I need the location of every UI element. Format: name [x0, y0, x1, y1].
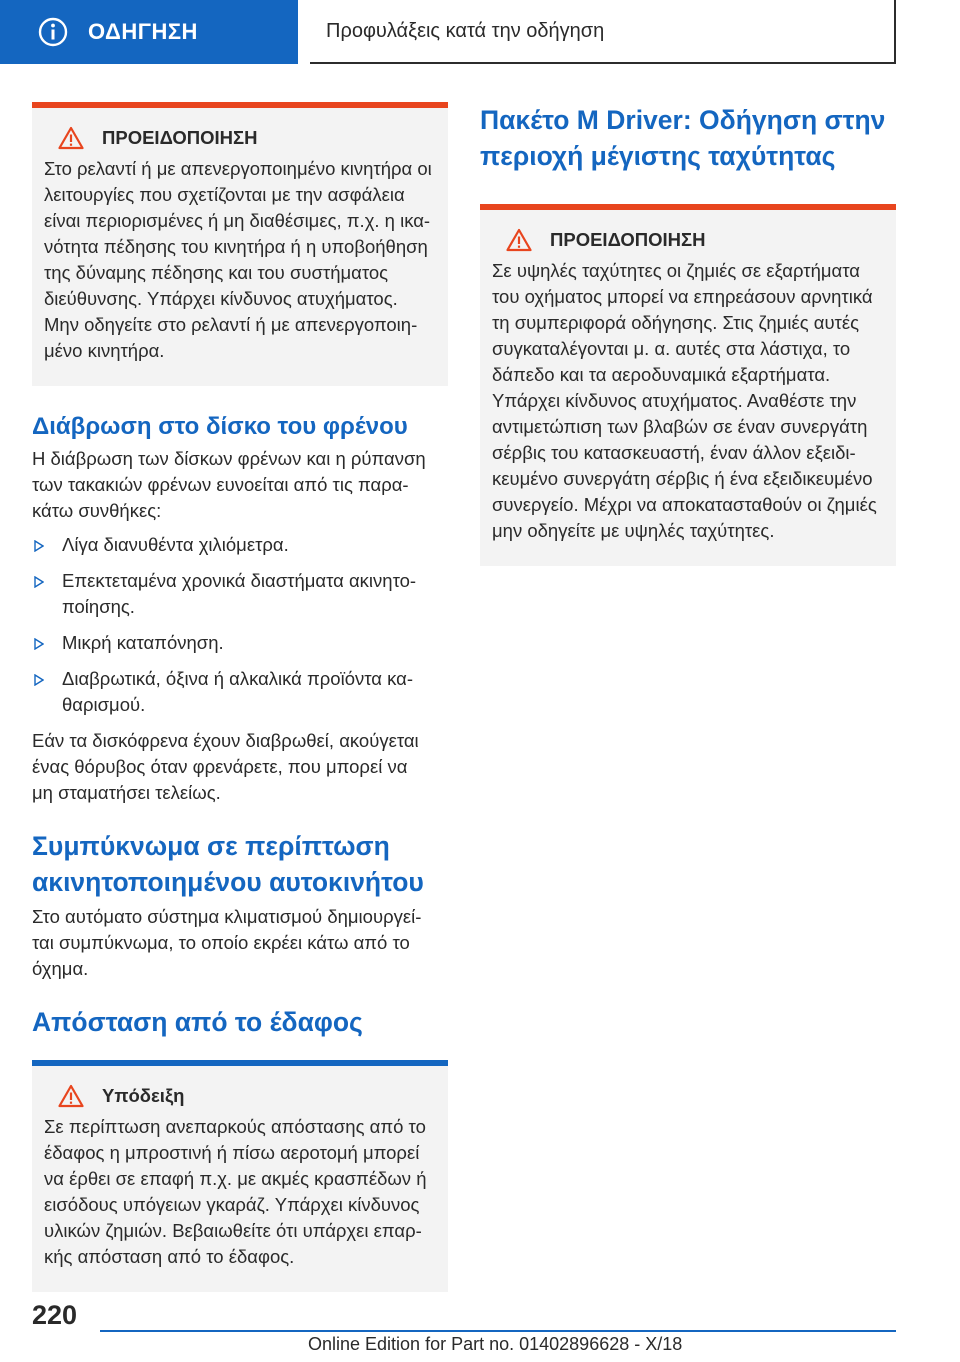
- warning-triangle-icon: [506, 228, 532, 252]
- bullet-triangle-icon: [34, 576, 44, 588]
- footer-divider: [100, 1330, 896, 1332]
- text-line: είναι περιορισμένες ή μη διαθέσιμες, π.χ. η ικα-: [44, 210, 431, 231]
- bullet-triangle-icon: [34, 638, 44, 650]
- header-section-tab: [0, 0, 298, 64]
- list-item: [32, 666, 448, 718]
- page-title: Προφυλάξεις κατά την οδήγηση: [326, 19, 605, 42]
- list-item: [32, 568, 448, 620]
- text-line: Στο αυτόματο σύστημα κλιματισμού δημιουργεί-: [32, 906, 422, 927]
- text-line: μην οδηγείτε με υψηλές ταχύτητες.: [492, 520, 775, 541]
- page-number: 220: [32, 1300, 78, 1330]
- warning-header: [506, 228, 884, 252]
- text-line: δάπεδο και τα αεροδυναμικά εξαρτήματα.: [492, 364, 831, 385]
- section-label: ΟΔΗΓΗΣΗ: [88, 19, 198, 44]
- edition-note: Online Edition for Part no. 01402896628 - X/18: [308, 1334, 683, 1354]
- text-line: συγκαταλέγονται μ. α. αυτές στα λάστιχα, το: [492, 338, 851, 359]
- text-line: Μικρή καταπόνηση.: [62, 632, 224, 653]
- heading-line: Πακέτο M Driver: Οδήγηση στην: [480, 105, 886, 135]
- text-line: τη συμπεριφορά οδήγησης. Στις ζημιές αυτές: [492, 312, 860, 333]
- text-line: συνεργείο. Μέχρι να αποκατασταθούν οι ζημιές: [492, 494, 877, 515]
- text-line: Εάν τα δισκόφρενα έχουν διαβρωθεί, ακούγεται: [32, 730, 419, 751]
- heading-line: Συμπύκνωμα σε περίπτωση: [32, 831, 390, 861]
- text-line: υλικών ζημιών. Βεβαιωθείτε ότι υπάρχει επαρ-: [44, 1220, 422, 1241]
- text-line: του οχήματος μπορεί να επηρεάσουν αρνητικά: [492, 286, 873, 307]
- text-line: ένας θόρυβος όταν φρενάρετε, που μπορεί να: [32, 756, 408, 777]
- note-box-clearance: [32, 1060, 448, 1292]
- text-line: λειτουργίες που σχετίζονται με την ασφάλεια: [44, 184, 405, 205]
- paragraph-condensation: [32, 904, 448, 982]
- text-line: αντιμετώπιση των βλαβών σε έναν συνεργάτη: [492, 416, 868, 437]
- text-line: να έρθει σε επαφή π.χ. με ακμές κρασπέδων ή: [44, 1168, 427, 1189]
- heading-m-driver: [480, 102, 896, 174]
- paragraph-corrosion-intro: [32, 446, 448, 524]
- text-line: Στο ρελαντί ή με απενεργοποιημένο κινητήρα οι: [44, 158, 432, 179]
- text-line: των τακακιών φρένων ευνοείται από τις παρα-: [32, 474, 409, 495]
- note-title: Υπόδειξη: [102, 1085, 185, 1106]
- right-column: [480, 102, 896, 566]
- paragraph-corrosion-outro: [32, 728, 448, 806]
- left-column: [32, 102, 448, 1292]
- list-item: [32, 630, 448, 656]
- heading-line: περιοχή μέγιστης ταχύτητας: [480, 141, 836, 171]
- text-line: νότητα πέδησης του κινητήρα ή η υποβοήθηση: [44, 236, 428, 257]
- text-line: κάτω συνθήκες:: [32, 500, 162, 521]
- bullet-triangle-icon: [34, 674, 44, 686]
- note-header: [58, 1084, 436, 1108]
- text-line: μένο κινητήρα.: [44, 340, 165, 361]
- text-line: έδαφος η μπροστινή ή πίσω αεροτομή μπορεί: [44, 1142, 420, 1163]
- list-item: [32, 532, 448, 558]
- warning-header: [58, 126, 436, 150]
- corrosion-conditions-list: [32, 532, 448, 718]
- text-line: κευμένο συνεργάτη σέρβις ή ένα εξειδικευμένο: [492, 468, 873, 489]
- text-line: μη σταματήσει τελείως.: [32, 782, 221, 803]
- warning-text: [44, 156, 436, 364]
- heading-ground-clearance: Απόσταση από το έδαφος: [32, 1007, 363, 1037]
- warning-box-idle: [32, 102, 448, 386]
- text-line: κής απόσταση από το έδαφος.: [44, 1246, 295, 1267]
- warning-text: [492, 258, 884, 544]
- text-line: εισόδους υπόγειων γκαράζ. Υπάρχει κίνδυνος: [44, 1194, 420, 1215]
- warning-triangle-icon: [58, 126, 84, 150]
- text-line: Σε υψηλές ταχύτητες οι ζημιές σε εξαρτήματα: [492, 260, 860, 281]
- text-line: ποίησης.: [62, 596, 135, 617]
- warning-triangle-icon: [58, 1084, 84, 1108]
- bullet-triangle-icon: [34, 540, 44, 552]
- note-text: [44, 1114, 436, 1270]
- text-line: Επεκτεταμένα χρονικά διαστήματα ακινητο-: [62, 570, 417, 591]
- text-line: Υπάρχει κίνδυνος ατυχήματος. Αναθέστε την: [492, 390, 857, 411]
- heading-brake-corrosion: Διάβρωση στο δίσκο του φρένου: [32, 413, 408, 440]
- text-line: σέρβις του κατασκευαστή, έναν άλλον εξειδι-: [492, 442, 856, 463]
- text-line: όχημα.: [32, 958, 89, 979]
- info-circle-icon: [38, 17, 68, 47]
- heading-condensation: [32, 828, 448, 900]
- text-line: Διαβρωτικά, όξινα ή αλκαλικά προϊόντα κα-: [62, 668, 413, 689]
- warning-title: ΠΡΟΕΙΔΟΠΟΙΗΣΗ: [102, 127, 258, 148]
- text-line: της δύναμης πέδησης και του συστήματος: [44, 262, 389, 283]
- heading-line: ακινητοποιημένου αυτοκινήτου: [32, 867, 424, 897]
- text-line: θαρισμού.: [62, 694, 146, 715]
- text-line: Σε περίπτωση ανεπαρκούς απόστασης από το: [44, 1116, 426, 1137]
- text-line: Λίγα διανυθέντα χιλιόμετρα.: [62, 534, 289, 555]
- text-line: Μην οδηγείτε στο ρελαντί ή με απενεργοποιη-: [44, 314, 418, 335]
- warning-title: ΠΡΟΕΙΔΟΠΟΙΗΣΗ: [550, 229, 706, 250]
- header-title-box: [310, 0, 896, 64]
- text-line: ται συμπύκνωμα, το οποίο εκρέει κάτω από το: [32, 932, 410, 953]
- text-line: διεύθυνσης. Υπάρχει κίνδυνος ατυχήματος.: [44, 288, 398, 309]
- text-line: Η διάβρωση των δίσκων φρένων και η ρύπανση: [32, 448, 426, 469]
- warning-box-high-speed: [480, 204, 896, 566]
